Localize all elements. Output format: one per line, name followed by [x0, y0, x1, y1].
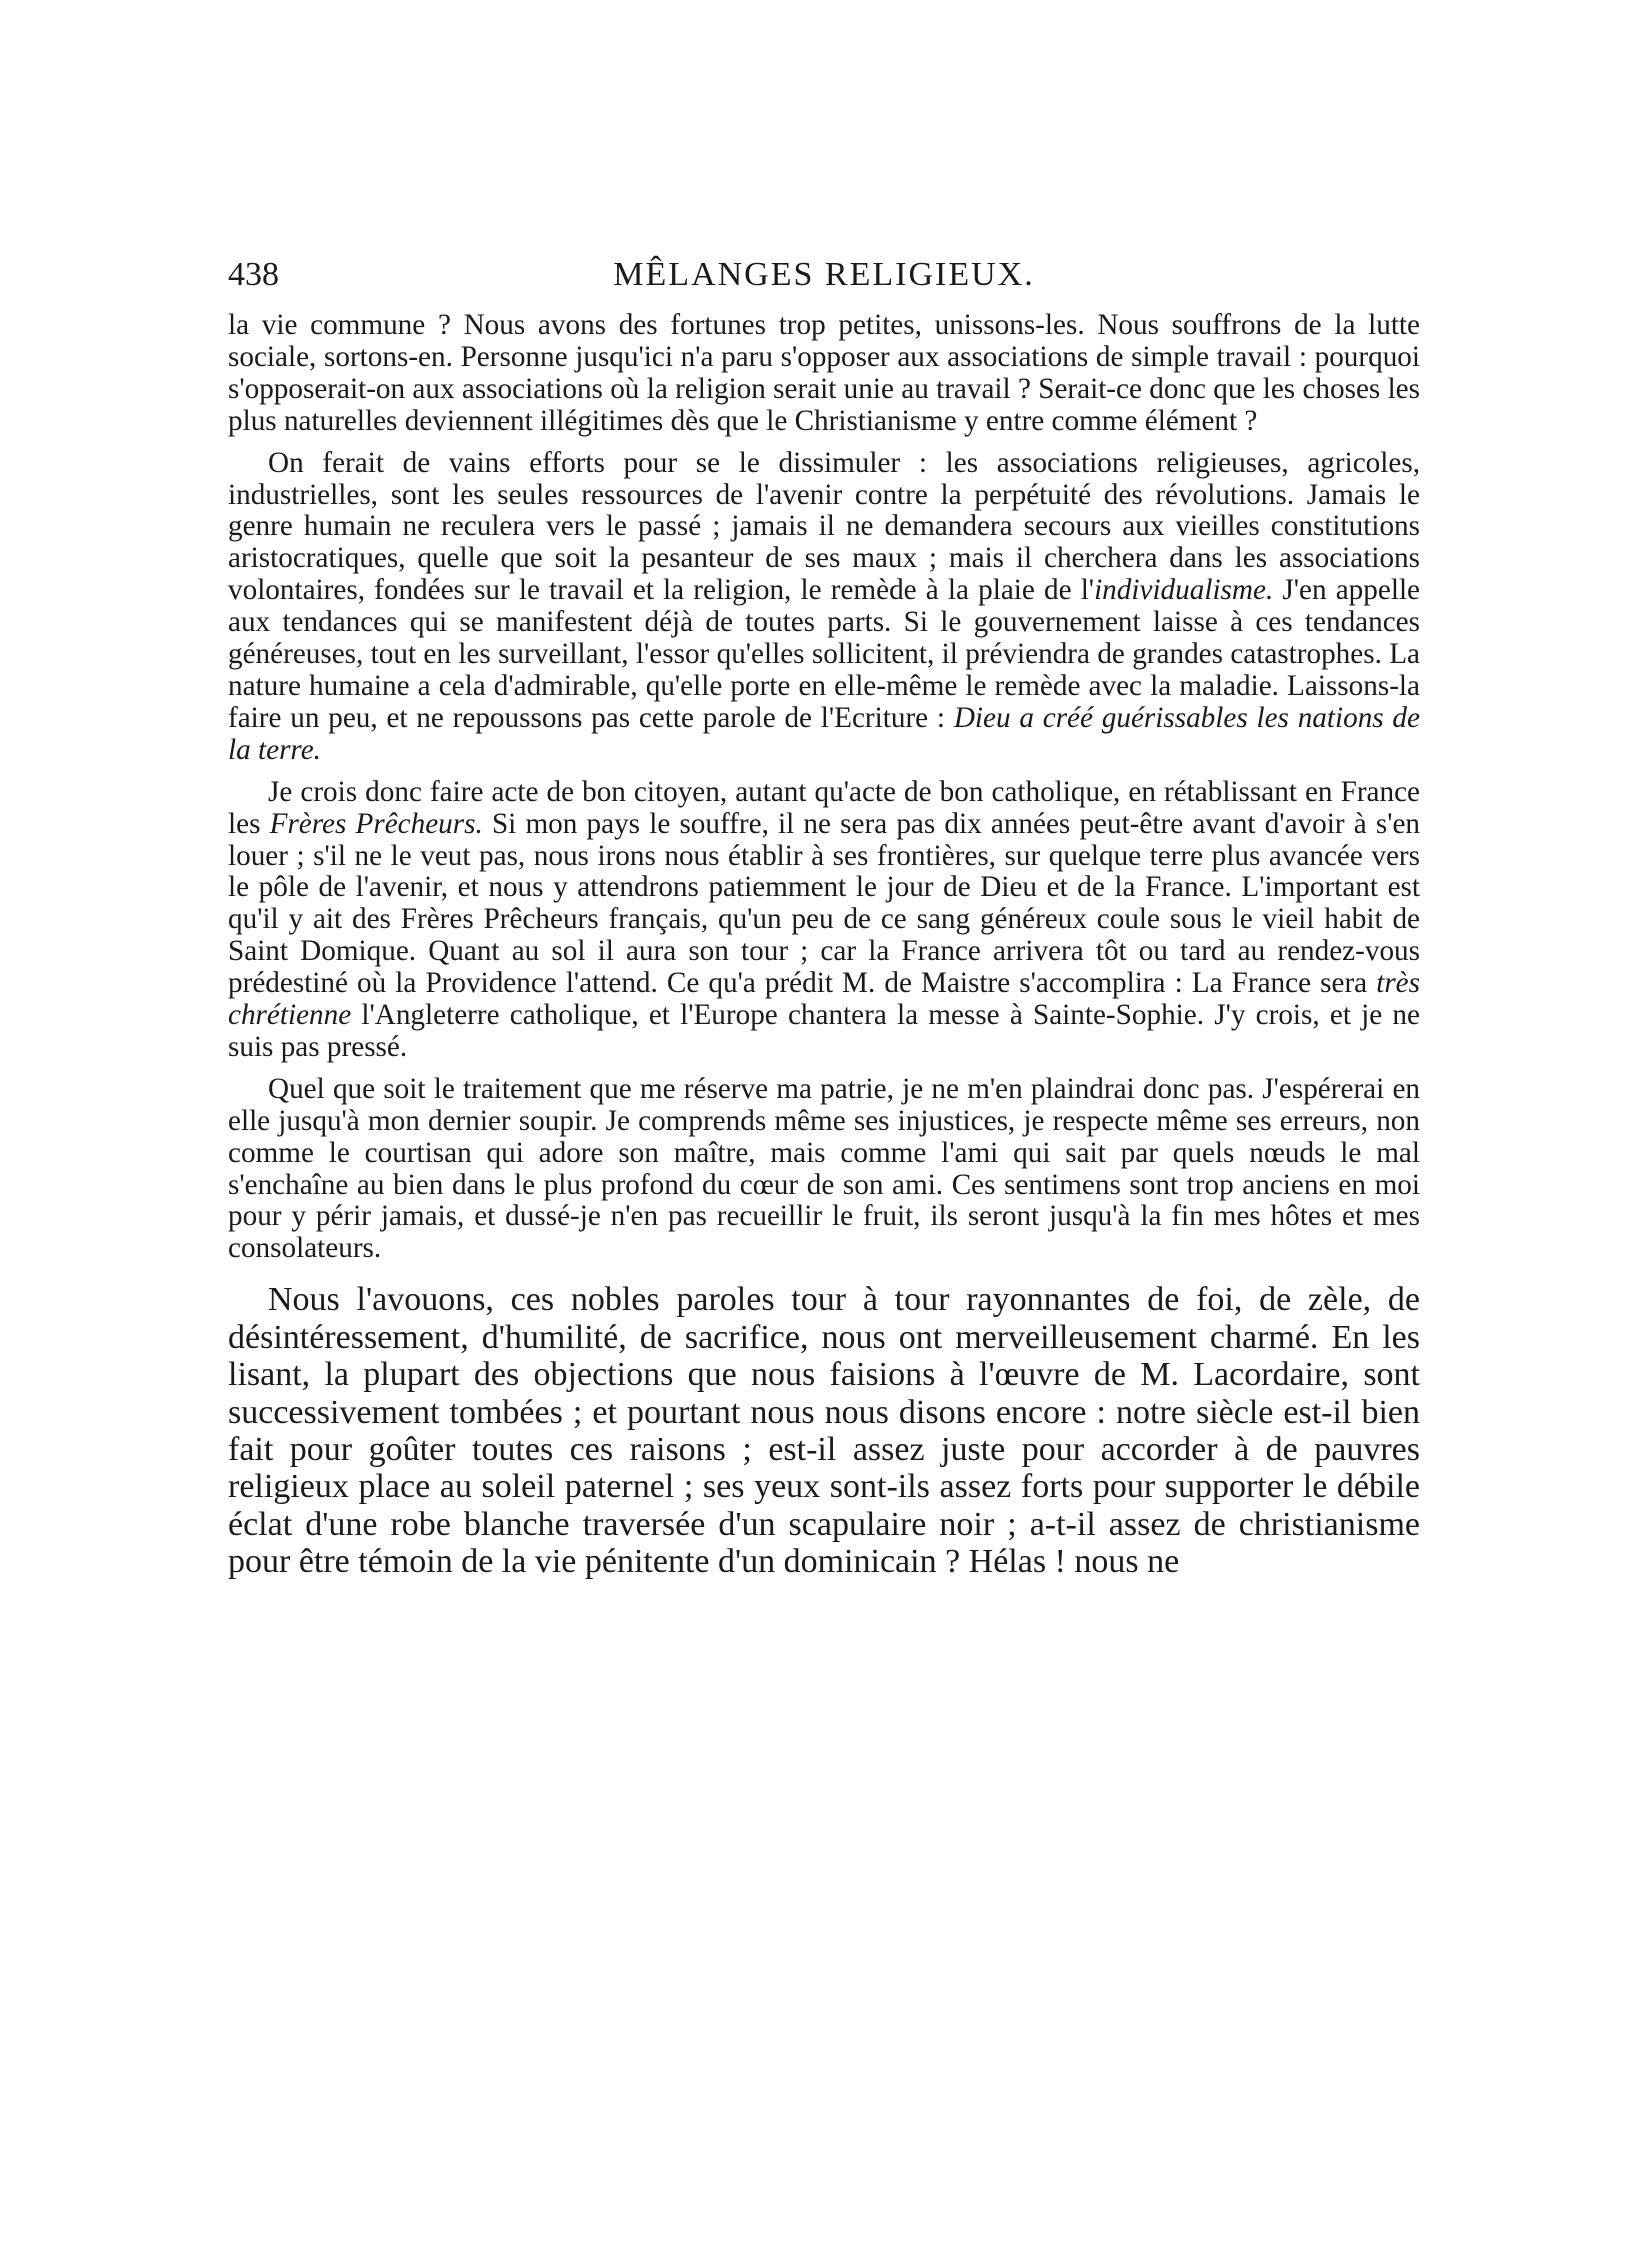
- text-run: Nous l'avouons, ces nobles paroles tour à tour rayonnantes de foi, de zèle, de désintéressement, d'humilité, de sacrifice, nous ont merveilleusement charmé. En les lisant, la plupart des objections que nous faisions à l'œuvre de M. Lacordaire, sont successivement tombées ; et pourtant nous nous disons encore : notre siècle est-il bien fait pour goûter toutes ces raisons ; est-il assez juste pour accorder à de pauvres religieux place au soleil paternel ; ses yeux sont-ils assez forts pour supporter le débile éclat d'une robe blanche traversée d'un scapulaire noir ; a-t-il assez de christianisme pour être témoin de la vie pénitente d'un dominicain ? Hélas ! nous ne: [228, 1281, 1420, 1581]
- paragraph-3: [228, 777, 1420, 1064]
- paragraph-2: [228, 448, 1420, 767]
- text-run: Si mon pays le souffre, il ne sera pas dix années peut-être avant d'avoir à s'en louer ; s'il ne le veut pas, nous irons nous établir à ses frontières, sur quelque terre plus avancée vers le pôle de l'avenir, et nous y attendrons patiemment le jour de Dieu et de la France. L'important est qu'il y ait des Frères Prêcheurs français, qu'un peu de ce sang généreux coule sous le vieil habit de Saint Domique. Quant au sol il aura son tour ; car la France arrivera tôt ou tard au rendez-vous prédestiné où la Providence l'attend. Ce qu'a prédit M. de Maistre s'accomplira : La France sera: [228, 807, 1421, 1000]
- text-run: J'en appelle aux tendances qui se manifestent déjà de toutes parts. Si le gouvernement laisse à ces tendances généreuses, tout en les surveillant, l'essor qu'elles sollicitent, il préviendra de grandes catastrophes. La nature humaine a cela d'admirable, qu'elle porte en elle-même le remède avec la maladie. Laissons-la faire un peu, et ne repoussons pas cette parole de l'Ecriture :: [228, 574, 1421, 734]
- page-header: [228, 250, 1420, 310]
- italic-text: Frères Prêcheurs.: [269, 807, 483, 840]
- document-page: [228, 250, 1420, 1581]
- italic-text: individualisme.: [1094, 574, 1274, 607]
- text-run: Quel que soit le traitement que me réserve ma patrie, je ne m'en plaindrai donc pas. J'espérerai en elle jusqu'à mon dernier soupir. Je comprends même ses injustices, je respecte même ses erreurs, non comme le courtisan qui adore son maître, mais comme l'ami qui sait par quels nœuds le mal s'enchaîne au bien dans le plus profond du cœur de son ami. Ces sentimens sont trop anciens en moi pour y périr jamais, et dussé-je n'en pas recueillir le fruit, ils seront jusqu'à la fin mes hôtes et mes consolateurs.: [228, 1072, 1420, 1265]
- text-run: On ferait de vains efforts pour se le dissimuler : les associations religieuses, agricoles, industrielles, sont les seules ressources de l'avenir contre la perpétuité des révolutions. Jamais le genre humain ne reculera vers le passé ; jamais il ne demandera secours aux vieilles constitutions aristocratiques, quelle que soit la pesanteur de ses maux ; mais il cherchera dans les associations volontaires, fondées sur le travail et la religion, le remède à la plaie de l': [228, 446, 1420, 607]
- italic-text: Dieu a créé guérissables les nations de la terre.: [228, 701, 1420, 766]
- paragraph-5-commentary: [228, 1281, 1420, 1580]
- text-run: la vie commune ? Nous avons des fortunes trop petites, unissons-les. Nous souffrons de la lutte sociale, sortons-en. Personne jusqu'ici n'a paru s'opposer aux associations de simple travail : pourquoi s'opposerait-on aux associations où la religion serait unie au travail ? Serait-ce donc que les choses les plus naturelles deviennent illégitimes dès que le Christianisme y entre comme élément ?: [228, 309, 1420, 437]
- paragraph-4: [228, 1074, 1420, 1265]
- text-run: l'Angleterre catholique, et l'Europe chantera la messe à Sainte-Sophie. J'y crois, et je ne suis pas pressé.: [228, 999, 1420, 1063]
- text-run: Je crois donc faire acte de bon citoyen, autant qu'acte de bon catholique, en rétablissant en France les: [228, 775, 1420, 840]
- italic-text: très chrétienne: [228, 967, 1420, 1032]
- paragraph-1: [228, 310, 1420, 438]
- document-body: [228, 310, 1420, 1581]
- running-title: MÊLANGES RELIGIEUX.: [613, 256, 1035, 293]
- page-number: 438: [228, 256, 279, 293]
